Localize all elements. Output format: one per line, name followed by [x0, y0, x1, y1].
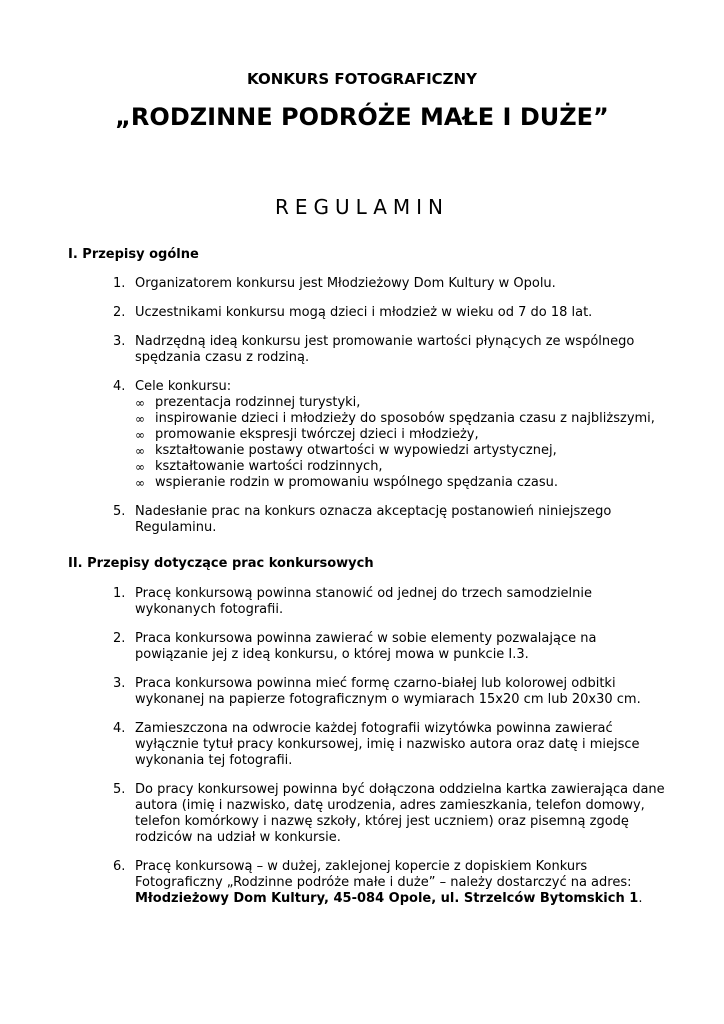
goal-item: ∞ prezentacja rodzinnej turystyki, [135, 395, 361, 410]
item-number: 6. [113, 859, 126, 874]
list-item [110, 721, 670, 769]
infinity-bullet-icon: ∞ [135, 396, 145, 410]
goal-item: ∞ kształtowanie postawy otwartości w wypowiedzi artystycznej, [135, 443, 557, 458]
item-text: Praca konkursowa powinna zawierać w sobie elementy pozwalające na powiązanie jej z ideą konkursu, o której mowa w punkcie I.3. [135, 631, 597, 662]
section-2-list [110, 586, 670, 920]
item-number: 1. [113, 276, 126, 291]
section-1-heading: I. Przepisy ogólne [68, 247, 199, 262]
item-text: Praca konkursowa powinna mieć formę czarno-białej lub kolorowej odbitki wykonanej na papierze fotograficznym o wymiarach 15x20 cm lub 20x30 cm. [135, 676, 641, 707]
item-number: 5. [113, 782, 126, 797]
item-number: 5. [113, 504, 126, 519]
goal-item: ∞ inspirowanie dzieci i młodzieży do sposobów spędzania czasu z najbliższymi, [135, 411, 655, 426]
infinity-bullet-icon: ∞ [135, 444, 145, 458]
item-text: Nadrzędną ideą konkursu jest promowanie wartości płynących ze wspólnego spędzania czasu z rodziną. [135, 334, 635, 365]
infinity-bullet-icon: ∞ [135, 428, 145, 442]
list-item [110, 379, 670, 491]
item-text: Uczestnikami konkursu mogą dzieci i młodzież w wieku od 7 do 18 lat. [135, 305, 593, 320]
item-text: Nadesłanie prac na konkurs oznacza akceptację postanowień niniejszego Regulaminu. [135, 504, 612, 535]
list-item [110, 586, 670, 618]
infinity-bullet-icon: ∞ [135, 412, 145, 426]
section-1-list [110, 276, 670, 549]
item-number: 1. [113, 586, 126, 601]
goal-item: ∞ promowanie ekspresji twórczej dzieci i młodzieży, [135, 427, 479, 442]
list-item [110, 305, 670, 321]
list-item [110, 334, 670, 366]
item-number: 3. [113, 676, 126, 691]
list-item [110, 631, 670, 663]
item-number: 4. [113, 721, 126, 736]
goal-item: ∞ kształtowanie wartości rodzinnych, [135, 459, 383, 474]
goals-list [135, 395, 670, 491]
infinity-bullet-icon: ∞ [135, 476, 145, 490]
item-number: 3. [113, 334, 126, 349]
list-item [110, 676, 670, 708]
contest-supertitle: KONKURS FOTOGRAFICZNY [247, 70, 477, 88]
item-text: Do pracy konkursowej powinna być dołączona oddzielna kartka zawierająca dane autora (imię i nazwisko, datę urodzenia, adres zamieszkania, telefon domowy, telefon komórkowy i nazwę szkoły, której jest uczniem) oraz pisemną zgodę rodziców na udział w konkursie. [135, 782, 665, 845]
goal-item: ∞ wspieranie rodzin w promowaniu wspólnego spędzania czasu. [135, 475, 558, 490]
item-number: 2. [113, 631, 126, 646]
item-text: Pracę konkursową powinna stanowić od jednej do trzech samodzielnie wykonanych fotografii. [135, 586, 593, 617]
list-item [110, 504, 670, 536]
contest-title: „RODZINNE PODRÓŻE MAŁE I DUŻE” [115, 103, 609, 131]
delivery-address: Młodzieżowy Dom Kultury, 45-084 Opole, ul. Strzelców Bytomskich 1 [135, 891, 639, 906]
item-text: Zamieszczona na odwrocie każdej fotografii wizytówka powinna zawierać wyłącznie tytuł pracy konkursowej, imię i nazwisko autora oraz datę i miejsce wykonania tej fotografii. [135, 721, 640, 768]
item-text: Organizatorem konkursu jest Młodzieżowy Dom Kultury w Opolu. [135, 276, 556, 291]
list-item [110, 782, 670, 846]
list-item [110, 276, 670, 292]
item-number: 2. [113, 305, 126, 320]
item-text: Pracę konkursową – w dużej, zaklejonej kopercie z dopiskiem Konkurs Fotograficzny „Rodzinne podróże małe i duże” – należy dostarczyć na adres: Młodzieżowy Dom Kultury, 45-084 Opole, ul. Strzelców Bytomskich 1. [135, 859, 643, 906]
document-type-heading: REGULAMIN [274, 195, 450, 219]
infinity-bullet-icon: ∞ [135, 460, 145, 474]
list-item [110, 859, 670, 907]
item-text: Cele konkursu: [135, 379, 232, 394]
item-number: 4. [113, 379, 126, 394]
section-2-heading: II. Przepisy dotyczące prac konkursowych [68, 556, 374, 571]
